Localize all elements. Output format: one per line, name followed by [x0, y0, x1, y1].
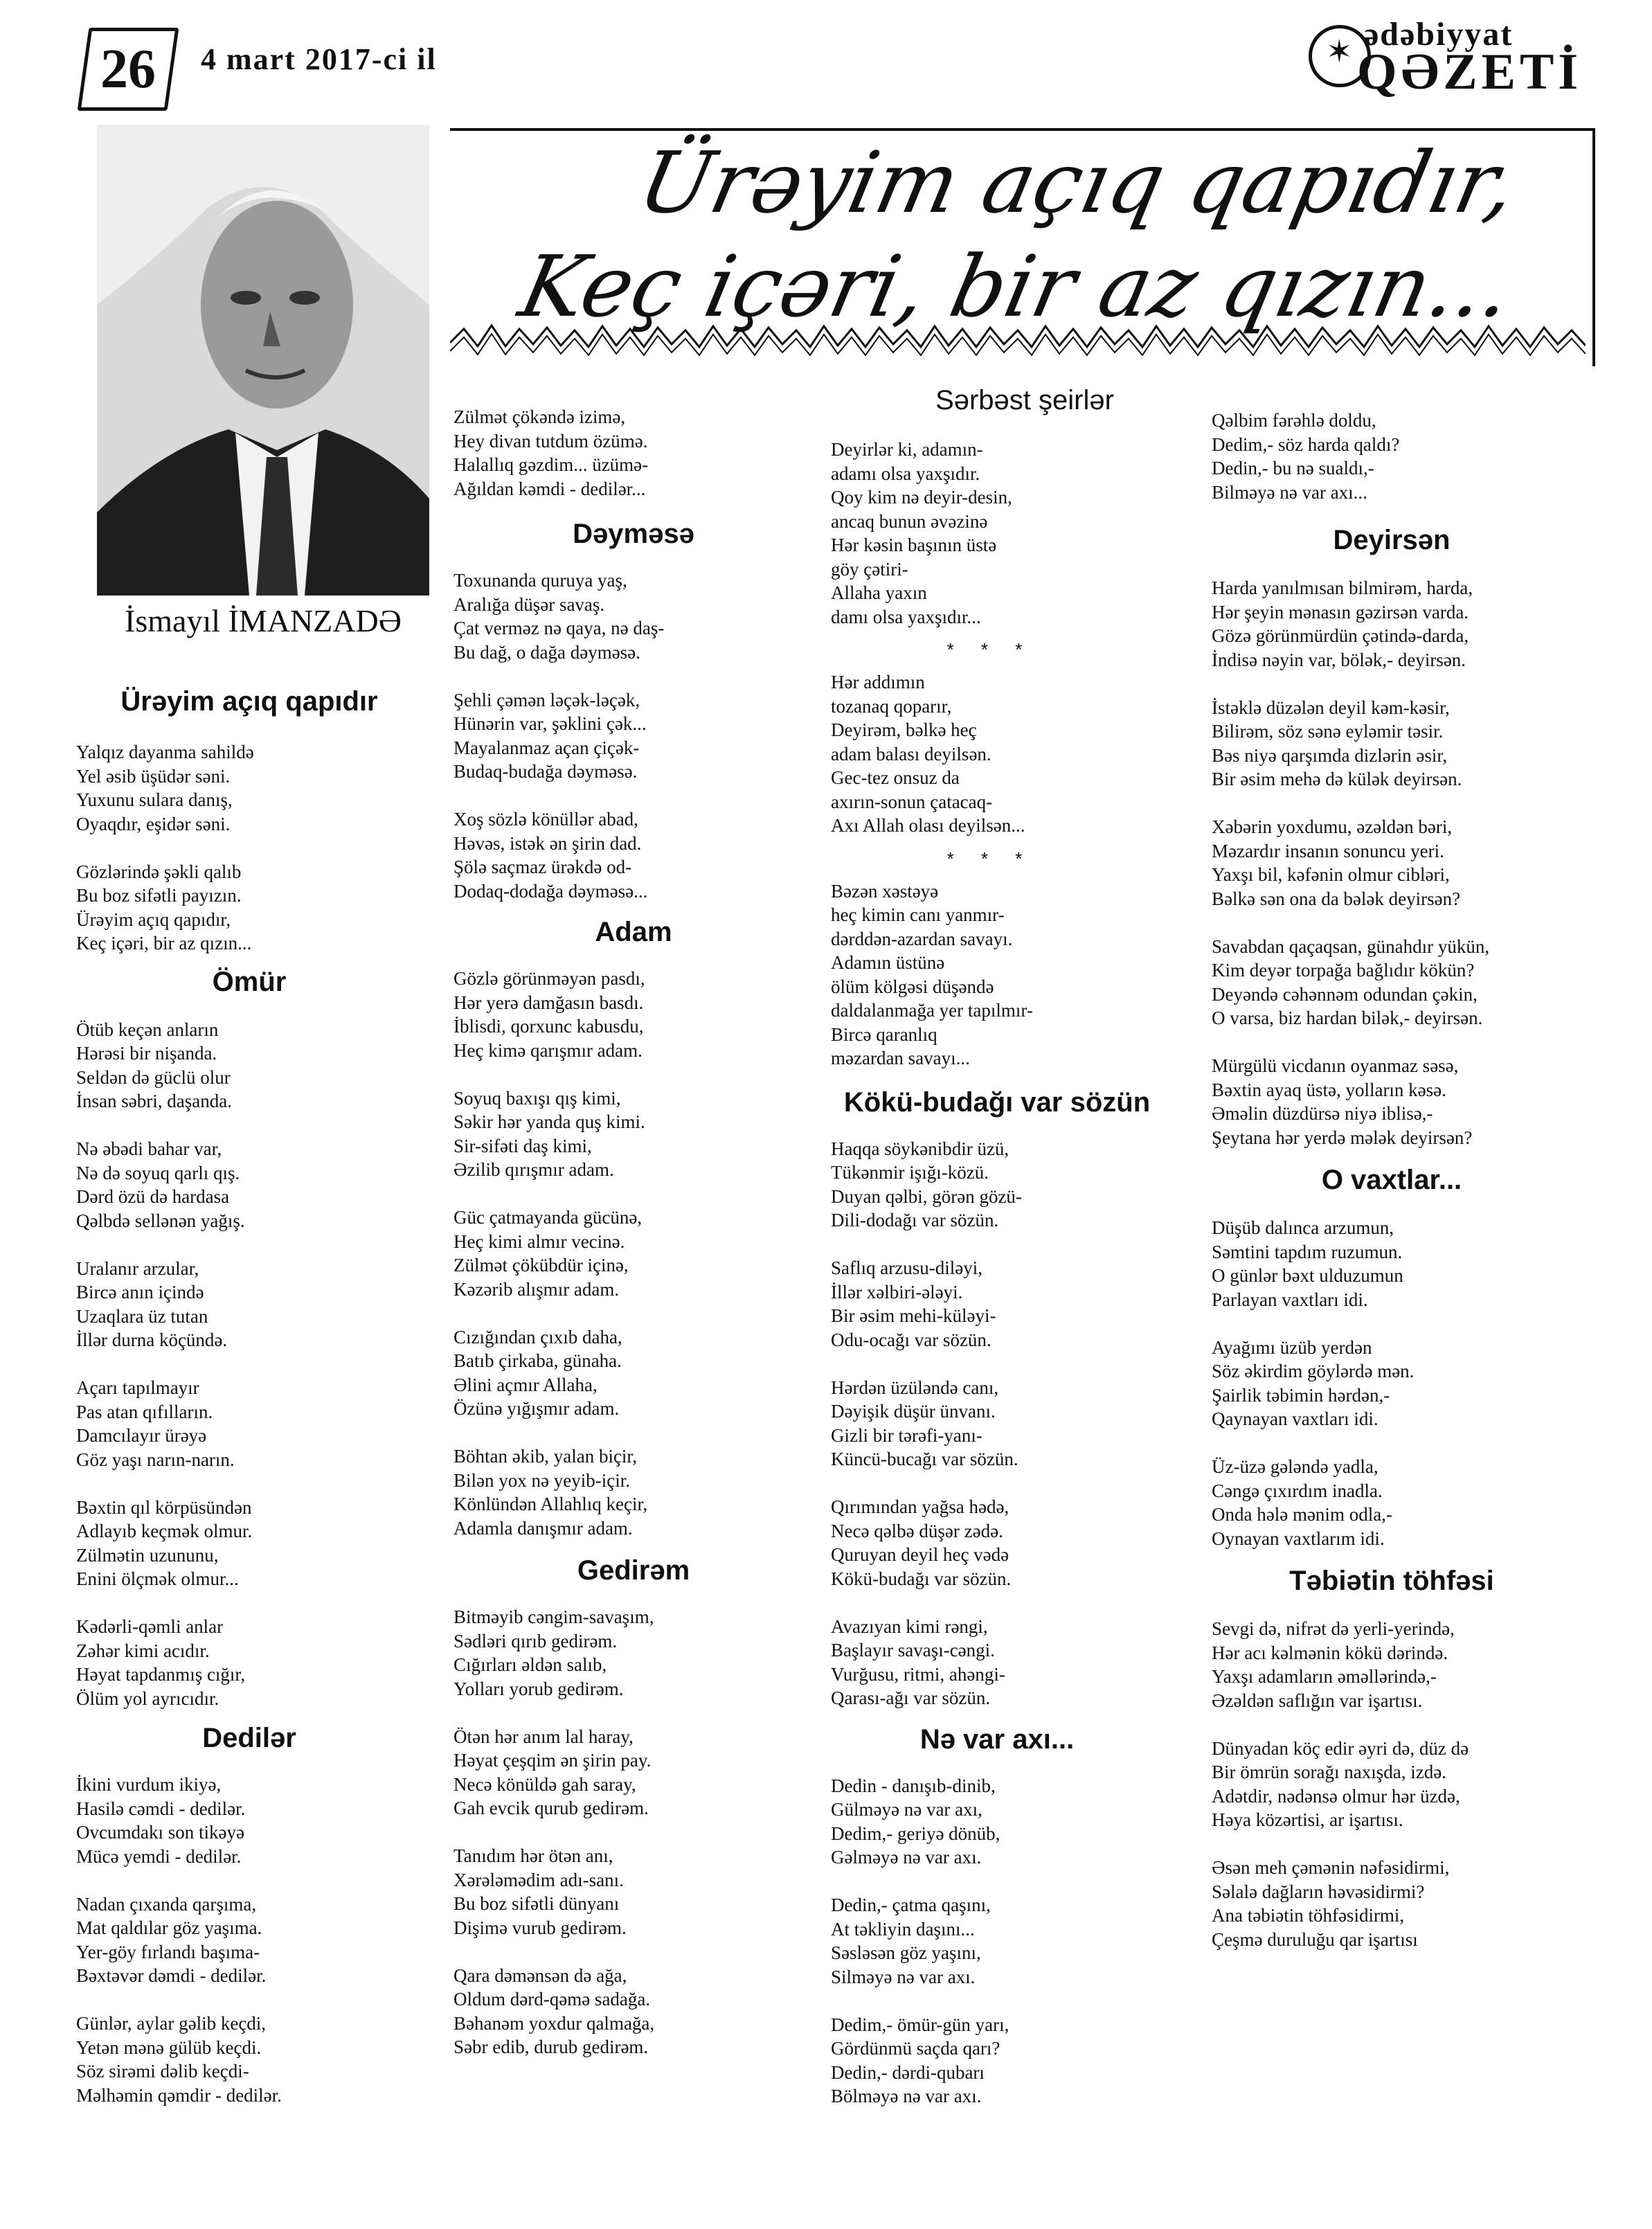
poem-line: Uzaqlara üz tutan: [76, 1305, 208, 1327]
poem-line: Əzəldən saflığın var işartısı.: [1212, 1690, 1423, 1711]
poem-line: Mürgülü vicdanın oyanmaz səsə,: [1212, 1055, 1459, 1076]
poem-title: Nə var axı...: [919, 1724, 1075, 1755]
poem-line: Xəbərin yoxdumu, əzəldən bəri,: [1212, 816, 1453, 837]
poem-line: Bitməyib cəngim-savaşım,: [454, 1606, 654, 1627]
poem-line: O varsa, biz hardan bilək,- deyirsən.: [1212, 1008, 1483, 1028]
poem-line: Şehli çəmən ləçək-ləçək,: [454, 689, 640, 710]
stanza-break: [1212, 1431, 1627, 1456]
poem-line: daldalanmağa yer tapılmır-: [831, 1000, 1033, 1021]
poem-line: Batıb çirkaba, günaha.: [454, 1350, 622, 1371]
poem-line: Söz əkirdim göylərdə mən.: [1212, 1361, 1415, 1381]
stanza-break: [454, 1940, 814, 1964]
stanza-break: [76, 1591, 422, 1615]
poem-line: Nadan çıxanda qarşıma,: [76, 1893, 257, 1915]
poem-line: Zülmətin uzununu,: [76, 1544, 219, 1566]
poem-line: Qaynayan vaxtları idi.: [1212, 1408, 1379, 1429]
poem-line: Bir əsim mehi-küləyi-: [831, 1305, 996, 1326]
poem-line: Hər acı kəlmənin kökü dərində.: [1212, 1642, 1448, 1663]
poem-line: Keç içəri, bir az qızın...: [76, 933, 252, 954]
poem-line: Bəhanəm yoxdur qalmağa,: [454, 2012, 655, 2034]
poem-line: Zülmət çökəndə izimə,: [454, 406, 626, 427]
poem-line: Könlündən Allahlıq keçir,: [454, 1494, 648, 1514]
poem-line: Tükənmir işığı-közü.: [831, 1162, 989, 1183]
poem-line: Allaha yaxın: [831, 582, 927, 603]
poem-line: Sir-sifəti daş kimi,: [454, 1135, 592, 1156]
stanza-break: [1212, 1712, 1627, 1737]
poem-line: Ötən hər anım lal haray,: [454, 1726, 634, 1747]
poem-line: Pas atan qıfılların.: [76, 1401, 213, 1422]
poem-line: Gec-tez onsuz da: [831, 767, 960, 788]
poem-line: Yolları yorub gedirəm.: [454, 1678, 624, 1699]
poem-line: adam balası deyilsən.: [831, 743, 991, 764]
poem-line: Dedin,- çatma qaşını,: [831, 1895, 991, 1915]
poem-title: Deyirsən: [1333, 525, 1451, 555]
poem-line: Söz sirəmi dəlib keçdi-: [76, 2061, 249, 2082]
poem-line: Budaq-budağa dəyməsə.: [454, 761, 638, 782]
poem-title: Ömür: [212, 966, 287, 997]
stanza-break: [1212, 1312, 1627, 1336]
poem-body: [831, 438, 1219, 629]
poem-line: Deyirlər ki, adamın-: [831, 439, 983, 460]
poem-line: Bircə qaranlıq: [831, 1023, 937, 1045]
poem-line: Bəzən xəstəyə: [831, 880, 939, 902]
poem-body: [454, 967, 814, 1540]
poem-line: Axı Allah olası deyilsən...: [831, 815, 1025, 836]
poem-line: Dedim,- söz harda qaldı?: [1212, 433, 1400, 455]
section-separator: * * *: [946, 639, 1034, 660]
poem-line: Gülməyə nə var axı,: [831, 1799, 982, 1820]
poem-line: Bir əsim mehə də külək deyirsən.: [1212, 769, 1462, 789]
poem-line: Bəxtin qıl körpüsündən: [76, 1496, 252, 1518]
masthead-logo: [1309, 15, 1583, 100]
poem-line: Əlini açmır Allaha,: [454, 1374, 598, 1395]
decorative-zigzag-border: [450, 315, 1586, 364]
stanza-break: [454, 1182, 814, 1206]
stanza-break: [454, 1062, 814, 1086]
poem-line: Hasilə cəmdi - dedilər.: [76, 1798, 246, 1819]
poem-line: Ana təbiətin töhfəsidirmi,: [1212, 1905, 1405, 1926]
poem-line: Ağıldan kəmdi - dedilər...: [454, 478, 646, 499]
stanza-break: [454, 1301, 814, 1325]
poem-line: Adamın üstünə: [831, 952, 945, 973]
poem-line: Həvəs, istək ən şirin dad.: [454, 832, 642, 854]
poem-line: Mücə yemdi - dedilər.: [76, 1845, 242, 1867]
poem-line: Cəngə çıxırdım inadla.: [1212, 1480, 1383, 1501]
poem-line: Xoş sözlə könüllər abad,: [454, 809, 638, 830]
poem-line: Səmtini tapdım ruzumun.: [1212, 1241, 1403, 1262]
poem-line: ancaq bunun əvəzinə: [831, 510, 988, 532]
poem-line: Gizli bir tərəfi-yanı-: [831, 1424, 982, 1446]
stanza-break: [454, 664, 814, 688]
poem-line: Ayağımı üzüb yerdən: [1212, 1336, 1372, 1358]
poem-line: tozanaq qoparır,: [831, 695, 952, 717]
poem-line: Qırımından yağsa hədə,: [831, 1496, 1009, 1517]
poem-line: Adlayıb keçmək olmur.: [76, 1521, 253, 1541]
poem-line: Parlayan vaxtları idi.: [1212, 1289, 1368, 1310]
poem-line: Oynayan vaxtlarım idi.: [1212, 1528, 1385, 1549]
banner-line2: Keç içəri, bir az qızın...: [511, 238, 1521, 336]
poem-line: Açarı tapılmayır: [76, 1377, 199, 1398]
poem-line: Bölməyə nə var axı.: [831, 2086, 982, 2106]
poem-line: Gah evcik qurub gedirəm.: [454, 1798, 649, 1818]
poem-title: O vaxtlar...: [1321, 1165, 1462, 1195]
poem-line: İnsan səbri, daşanda.: [76, 1091, 232, 1111]
poem-line: Aralığa düşər savaş.: [454, 593, 605, 615]
poem-line: Bircə anın içində: [76, 1282, 204, 1303]
poem-line: Dərd özü də hardasa: [76, 1186, 230, 1207]
stanza-break: [831, 1352, 1219, 1376]
stanza-break: [1212, 1832, 1627, 1856]
poem-line: Seldən də güclü olur: [76, 1066, 231, 1088]
poem-line: Xərələmədim adı-sanı.: [454, 1869, 624, 1890]
poem-line: Qəlbdə sellənən yağış.: [76, 1210, 245, 1231]
stanza-break: [76, 1868, 422, 1892]
stanza-break: [831, 1870, 1219, 1894]
stanza-break: [454, 1701, 814, 1725]
stanza-break: [76, 1471, 422, 1496]
poem-line: Deyəndə cəhənnəm odundan çəkin,: [1212, 983, 1478, 1005]
poem-line: Bilən yox nə yeyib-içir.: [454, 1469, 630, 1491]
poem-line: Gördünmü saçda qarı?: [831, 2038, 1000, 2059]
poem-line: axırın-sonun çatacaq-: [831, 791, 993, 812]
poem-line: Gözə görünmürdün çətində-darda,: [1212, 625, 1469, 646]
banner-title: [511, 131, 1594, 339]
poem-line: Enini ölçmək olmur...: [76, 1568, 239, 1589]
poem-line: Haqqa söykənibdir üzü,: [831, 1138, 1009, 1159]
poem-line: Çeşmə duruluğu qar işartısı: [1212, 1928, 1418, 1950]
author-name: İsmayıl İMANZADƏ: [125, 603, 402, 638]
poem-line: Kökü-budağı var sözün.: [831, 1568, 1012, 1589]
poem-line: Həyat çeşqim ən şirin pay.: [454, 1750, 652, 1771]
poem-title: Ürəyim açıq qapıdır: [120, 686, 378, 717]
poem-line: İstəklə düzələn deyil kəm-kəsir,: [1212, 697, 1450, 718]
poem-line: Dili-dodağı var sözün.: [831, 1210, 999, 1230]
stanza-break: [1212, 1030, 1627, 1055]
poem-line: Cığırları əldən salıb,: [454, 1654, 607, 1675]
poem-line: Necə könüldə gah saray,: [454, 1773, 636, 1795]
poem-line: məzardan savayı...: [831, 1048, 970, 1068]
column-3: [831, 381, 1219, 2109]
poem-line: Hünərin var, şəklini çək...: [454, 713, 647, 734]
poem-line: Bəxtin ayaq üstə, yolların kəsə.: [1212, 1079, 1446, 1100]
poem-line: İllər xəlbiri-ələyi.: [831, 1281, 963, 1303]
poem-line: Onda hələ mənim odla,-: [1212, 1504, 1392, 1525]
poem-line: İllər durna köçündə.: [76, 1330, 228, 1350]
poem-line: Cızığından çıxıb daha,: [454, 1326, 622, 1348]
poem-title: Dəyməsə: [573, 519, 694, 549]
poem-line: Bilirəm, söz sənə eyləmir təsir.: [1212, 721, 1444, 742]
poem-line: Qəlbim fərəhlə doldu,: [1212, 410, 1376, 431]
stanza-break: [1212, 911, 1627, 935]
poem-line: Saflıq arzusu-diləyi,: [831, 1257, 982, 1278]
poem-body: [454, 1605, 814, 2059]
poem-line: Heç kimə qarışmır adam.: [454, 1039, 643, 1061]
poem-line: Harda yanılmısan bilmirəm, harda,: [1212, 578, 1473, 598]
poem-body: [76, 1018, 422, 1711]
poem-line: Gözlə görünməyən pasdı,: [454, 968, 645, 989]
poem-line: Sədləri qırıb gedirəm.: [454, 1630, 618, 1651]
poem-line: At təkliyin daşını...: [831, 1918, 975, 1940]
poem-line: dərddən-azardan savayı.: [831, 928, 1013, 949]
stanza-break: [831, 1591, 1219, 1615]
poem-title: Dedilər: [202, 1723, 296, 1753]
poem-body: [1212, 576, 1627, 1149]
poem-line: göy çətiri-: [831, 558, 908, 580]
poem-line: Nə əbədi bahar var,: [76, 1138, 222, 1159]
poem-line: Günlər, aylar gəlib keçdi,: [76, 2013, 267, 2034]
poem-line: Şölə saçmaz ürəkdə od-: [454, 857, 632, 877]
stanza-break: [831, 1989, 1219, 2013]
poem-line: Dedim,- ömür-gün yarı,: [831, 2014, 1009, 2035]
poem-line: Heç kimi almır vecinə.: [454, 1230, 625, 1252]
poem-title: Təbiətin töhfəsi: [1289, 1566, 1494, 1596]
poem-body: [831, 1774, 1219, 2109]
poem-line: Quruyan deyil heç vədə: [831, 1544, 1009, 1565]
poem-line: Savabdan qaçaqsan, günahdır yükün,: [1212, 936, 1490, 957]
poem-body: [454, 405, 814, 501]
poem-line: Dəyişik düşür ünvanı.: [831, 1401, 996, 1422]
poem-body: [1212, 409, 1627, 504]
poem-line: Uralanır arzular,: [76, 1257, 199, 1279]
poem-line: Bu dağ, o dağa dəyməsə.: [454, 641, 640, 663]
poem-line: Qoy kim nə deyir-desin,: [831, 487, 1012, 508]
poem-line: İkini vurdum ikiyə,: [76, 1774, 222, 1795]
poem-line: Zəhər kimi acıdır.: [76, 1640, 210, 1661]
poem-line: Deyirəm, bəlkə heç: [831, 719, 977, 740]
page-number: 26: [100, 39, 156, 100]
poem-line: Mat qaldılar göz yaşıma.: [76, 1917, 262, 1938]
poem-line: Ürəyim açıq qapıdır,: [76, 908, 231, 930]
issue-date: 4 mart 2017-ci il: [201, 42, 437, 76]
column-4: [1212, 409, 1627, 1951]
poem-line: Dişimə vurub gedirəm.: [454, 1917, 627, 1938]
poem-line: Özünə yığışmır adam.: [454, 1398, 620, 1419]
poem-line: Damcılayır ürəyə: [76, 1425, 207, 1446]
poem-line: O günlər bəxt ulduzumun: [1212, 1265, 1403, 1286]
poem-line: Tanıdım hər ötən anı,: [454, 1845, 613, 1866]
poem-line: Toxunanda quruya yaş,: [454, 570, 627, 591]
poem-line: Düşüb dalınca arzumun,: [1212, 1217, 1394, 1238]
poem-body: [1212, 1216, 1627, 1550]
poem-line: Hər yerə damğasın basdı.: [454, 992, 644, 1013]
poem-line: Bu boz sifətli dünyanı: [454, 1893, 620, 1914]
stanza-break: [76, 836, 422, 860]
poem-line: Ötüb keçən anların: [76, 1019, 219, 1040]
poem-line: Oldum dərd-qəmə sadağa.: [454, 1989, 651, 2009]
poem-line: Halallıq gəzdim... üzümə-: [454, 454, 649, 475]
portrait-image: [97, 125, 429, 596]
poem-line: Ölüm yol ayrıcıdır.: [76, 1688, 219, 1709]
poem-line: Bu boz sifətli payızın.: [76, 885, 242, 906]
poem-line: İndisə nəyin var, bölək,- deyirsən.: [1212, 649, 1466, 670]
poem-line: heç kimin canı yanmır-: [831, 904, 1005, 925]
poem-line: Şairlik təbimin hərdən,-: [1212, 1384, 1390, 1406]
section-title: Sərbəst şeirlər: [935, 385, 1114, 415]
poem-line: Başlayır savaşı-cəngi.: [831, 1640, 995, 1660]
stanza-break: [1212, 791, 1627, 816]
poem-line: Hərdən üzüləndə canı,: [831, 1377, 999, 1398]
stanza-break: [76, 1988, 422, 2012]
poem-line: Hey divan tutdum özümə.: [454, 430, 648, 451]
poem-line: Güc çatmayanda gücünə,: [454, 1207, 643, 1228]
poem-line: Sevgi də, nifrət də yerli-yerində,: [1212, 1618, 1455, 1639]
poem-line: Odu-ocağı var sözün.: [831, 1329, 991, 1350]
poem-line: Yaxşı adamların əməllərində,-: [1212, 1666, 1437, 1687]
poem-line: Soyuq baxışı qış kimi,: [454, 1087, 621, 1109]
poem-line: Böhtan əkib, yalan biçir,: [454, 1446, 638, 1467]
poem-line: Qarası-ağı var sözün.: [831, 1688, 991, 1708]
poem-line: Adətdir, nədənsə olmur hər üzdə,: [1212, 1785, 1460, 1807]
stanza-break: [76, 1352, 422, 1377]
stanza-break: [1212, 672, 1627, 696]
poem-title: Kökü-budağı var sözün: [843, 1086, 1151, 1118]
poem-line: Dedim,- geriyə dönüb,: [831, 1823, 1000, 1844]
poem-line: Silməyə nə var axı.: [831, 1966, 976, 1987]
poem-line: Bilməyə nə var axı...: [1212, 481, 1367, 503]
poem-body: [1212, 1617, 1627, 1951]
poem-line: Nə də soyuq qarlı qış.: [76, 1162, 240, 1183]
poem-line: Hərəsi bir nişanda.: [76, 1043, 217, 1064]
poem-line: Zülmət çökübdür içinə,: [454, 1255, 629, 1275]
poem-title: Gedirəm: [577, 1555, 690, 1586]
stanza-break: [831, 1471, 1219, 1496]
poem-line: Qara dəmənsən də ağa,: [454, 1964, 627, 1986]
poem-line: Göz yaşı narın-narın.: [76, 1449, 235, 1470]
poem-line: Səsləsən göz yaşını,: [831, 1942, 981, 1963]
poem-line: Məlhəmin qəmdir - dedilər.: [76, 2084, 282, 2106]
poem-line: İblisdi, qorxunc kabusdu,: [454, 1016, 644, 1037]
poem-line: Yetən mənə gülüb keçdi.: [76, 2036, 262, 2058]
masthead-line1: ədəbiyyat: [1364, 16, 1514, 53]
poem-line: Dodaq-dodağa dəyməsə...: [454, 880, 648, 902]
poem-line: Yalqız dayanma sahildə: [76, 742, 254, 762]
poem-line: Kim deyər torpağa bağlıdır kökün?: [1212, 960, 1475, 981]
poem-body: [76, 1773, 422, 2107]
poem-line: adamı olsa yaxşıdır.: [831, 463, 980, 484]
poem-line: damı olsa yaxşıdır...: [831, 606, 981, 627]
poem-line: Səbr edib, durub gedirəm.: [454, 2036, 649, 2057]
author-photo: [97, 125, 429, 596]
column-1: [76, 682, 422, 2107]
poem-line: Dedin - danışıb-dinib,: [831, 1775, 996, 1796]
column-2: [454, 405, 814, 2059]
stanza-break: [76, 1233, 422, 1257]
poem-line: Küncü-bucağı var sözün.: [831, 1449, 1018, 1469]
poem-line: Gözlərində şəkli qalıb: [76, 861, 242, 882]
poem-line: Çat verməz nə qaya, nə daş-: [454, 618, 665, 638]
poem-line: Mayalanmaz açan çiçək-: [454, 737, 640, 758]
poem-line: Oyaqdır, eşidər səni.: [76, 813, 231, 834]
poem-line: Əzilib qırışmır adam.: [454, 1159, 614, 1180]
poem-line: Yel əsib üşüdər səni.: [76, 765, 231, 787]
poem-line: Üz-üzə gələndə yadla,: [1212, 1456, 1379, 1477]
poem-line: Kədərli-qəmli anlar: [76, 1616, 224, 1637]
poem-line: Həya közərtisi, ar işartısı.: [1212, 1809, 1403, 1830]
poem-line: Əməlin düzdürsə niyə iblisə,-: [1212, 1103, 1433, 1124]
poem-line: Məzardır insanın sonuncu yeri.: [1212, 840, 1444, 861]
poem-body: [76, 740, 422, 956]
poem-line: Səlalə dağların həvəsidirmi?: [1212, 1881, 1425, 1902]
stanza-break: [454, 1421, 814, 1445]
poem-line: Dedin,- bu nə sualdı,-: [1212, 458, 1374, 478]
poem-line: Dedin,- dərdi-qubarı: [831, 2061, 985, 2083]
poem-line: Hər kəsin başının üstə: [831, 535, 997, 555]
masthead-line2: QƏZETİ: [1357, 44, 1583, 100]
stanza-break: [76, 1113, 422, 1138]
page-number-badge: [83, 28, 173, 111]
poem-line: ölüm kölgəsi düşəndə: [831, 976, 994, 997]
poem-line: Yuxunu sulara danış,: [76, 789, 233, 810]
poem-line: Yer-göy fırlandı başıma-: [76, 1941, 260, 1962]
poem-line: Bir ömrün sorağı naxışda, izdə.: [1212, 1762, 1446, 1782]
poem-line: Səkir hər yanda quş kimi.: [454, 1111, 645, 1132]
stanza-break: [454, 1820, 814, 1845]
poem-line: Kəzərib alışmır adam.: [454, 1278, 620, 1300]
poem-line: Hər addımın: [831, 672, 925, 692]
section-separator: * * *: [946, 848, 1034, 869]
poem-line: Bəs niyə qarşımda dizlərin əsir,: [1212, 744, 1448, 766]
poem-line: Avazıyan kimi rəngi,: [831, 1615, 988, 1637]
poem-line: Vurğusu, ritmi, ahəngi-: [831, 1663, 1005, 1685]
stanza-break: [454, 784, 814, 808]
poem-body: [454, 569, 814, 903]
poem-body: [831, 670, 1219, 838]
stanza-break: [831, 1233, 1219, 1257]
poem-line: Ovcumdakı son tikəyə: [76, 1822, 244, 1843]
poem-body: [831, 879, 1219, 1071]
banner-line1: Ürəyim açıq qapıdır,: [630, 134, 1525, 232]
poem-line: Adamla danışmır adam.: [454, 1517, 633, 1539]
poem-line: Əsən meh çəmənin nəfəsidirmi,: [1212, 1857, 1450, 1878]
poem-line: Duyan qəlbi, görən gözü-: [831, 1185, 1022, 1207]
poem-line: Şeytana hər yerdə mələk deyirsən?: [1212, 1127, 1473, 1148]
poem-body: [831, 1137, 1219, 1710]
poem-line: Yaxşı bil, kəfənin olmur cibləri,: [1212, 864, 1450, 885]
poem-title: Adam: [595, 917, 672, 947]
poem-line: Hər şeyin mənasın gəzirsən varda.: [1212, 601, 1469, 623]
poem-line: Dünyadan köç edir əyri də, düz də: [1212, 1737, 1469, 1759]
poem-line: Həyat tapdanmış cığır,: [76, 1664, 246, 1685]
poem-line: Bəxtəvər dəmdi - dedilər.: [76, 1965, 267, 1986]
poem-line: Bəlkə sən ona da bələk deyirsən?: [1212, 888, 1461, 909]
poem-line: Necə qəlbə düşər zədə.: [831, 1520, 1003, 1541]
poem-line: Gəlməyə nə var axı.: [831, 1847, 982, 1868]
